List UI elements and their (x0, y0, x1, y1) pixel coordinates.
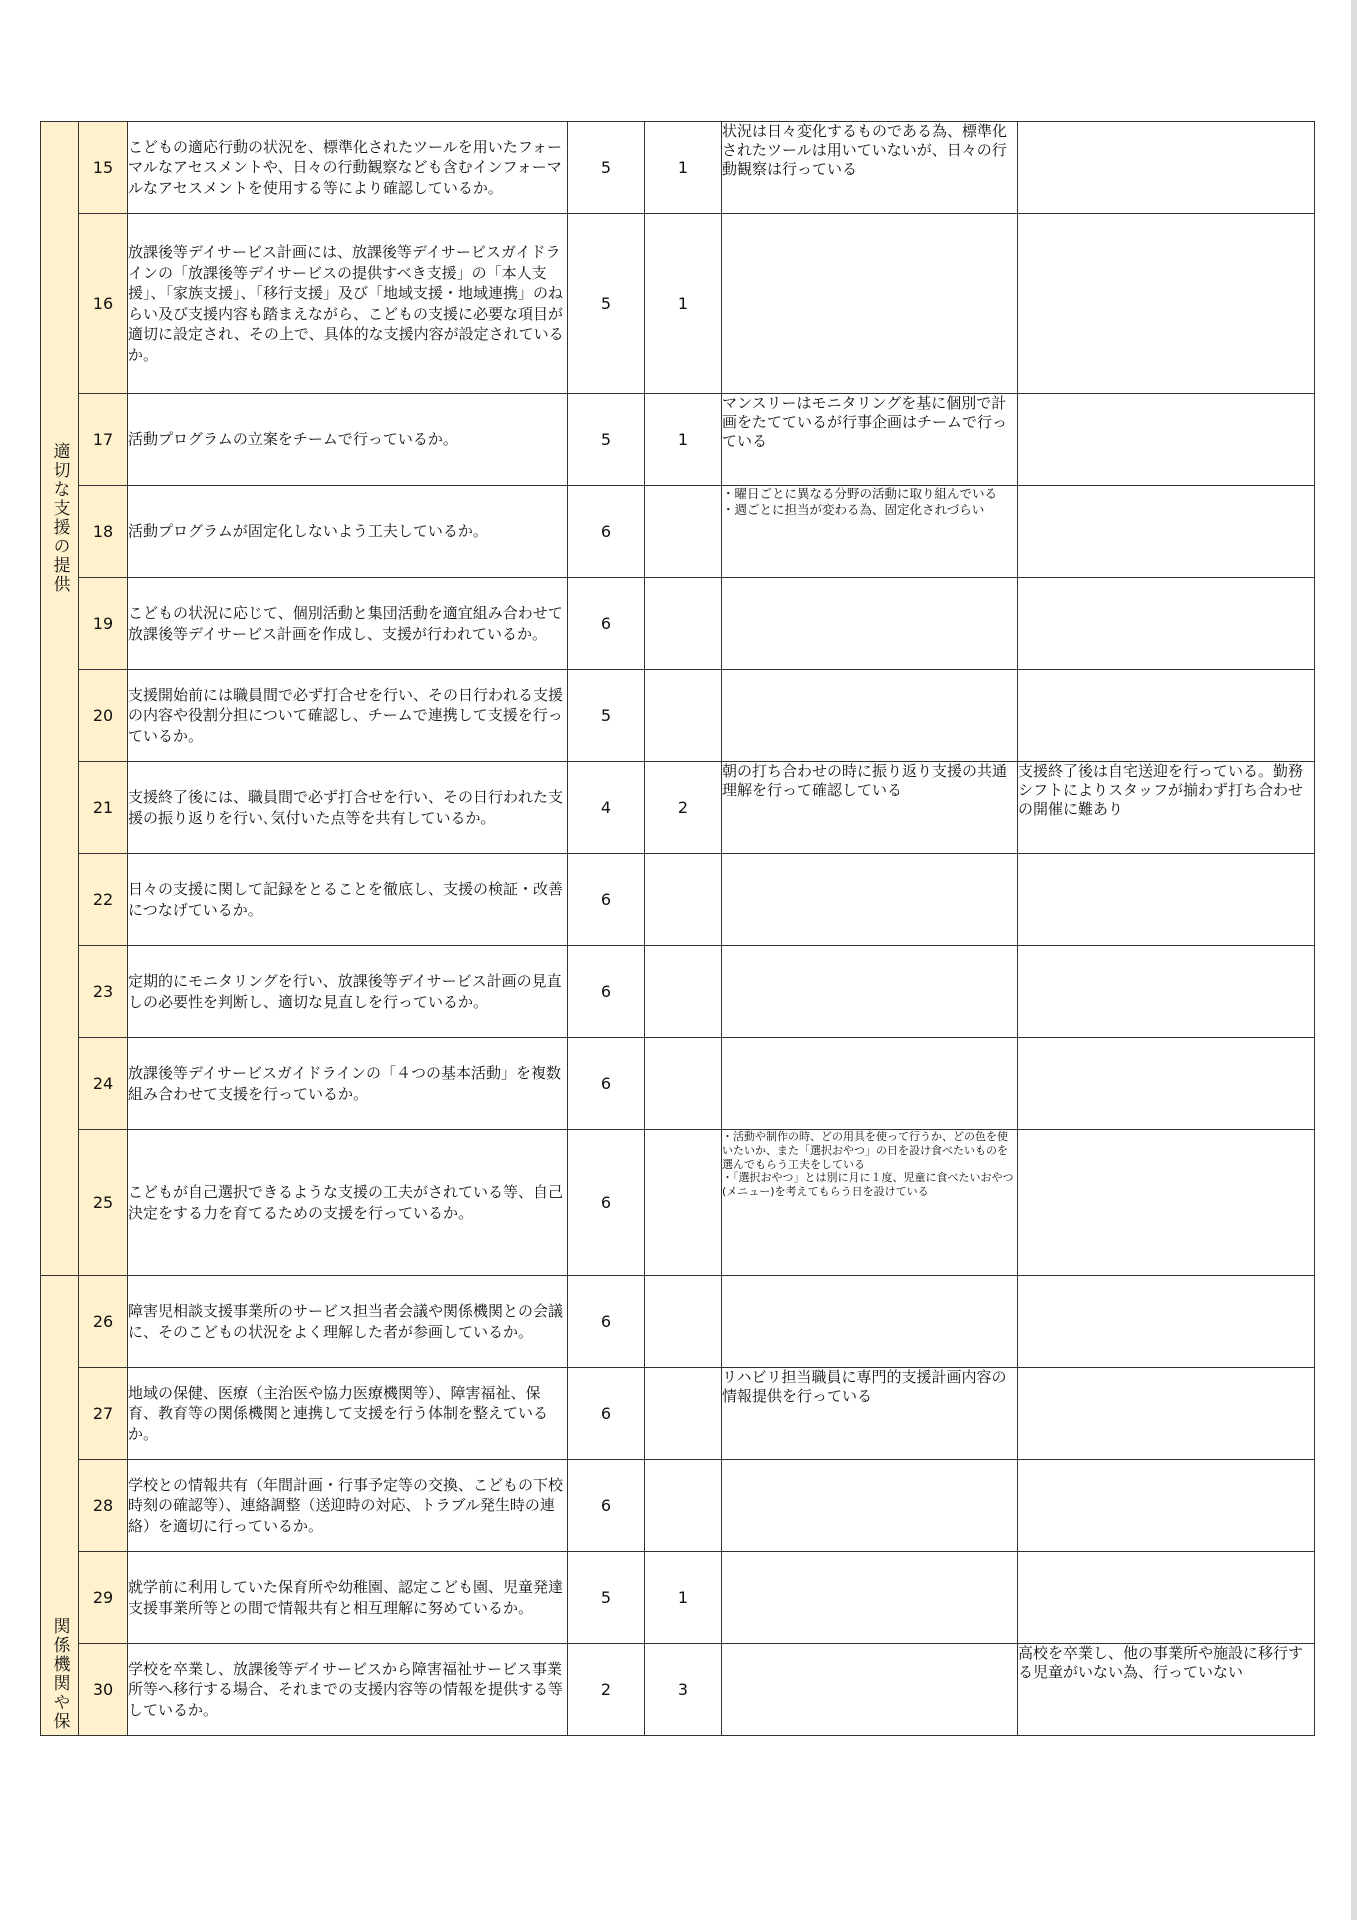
facility-comment: ・活動や制作の時、どの用具を使って行うか、どの色を使いたいか、また「選択おやつ」の日を設け食べたいものを選んでもらう工夫をしている ・「選択おやつ」とは別に月に１度、児童に食べたいおやつ(メニュー)を考えてもらう日を設けている (722, 1130, 1018, 1276)
row-number: 19 (79, 578, 128, 670)
yes-count: 6 (568, 1038, 645, 1130)
no-count (645, 670, 722, 762)
yes-count: 6 (568, 1130, 645, 1276)
table-row (41, 762, 1315, 854)
question-text: 障害児相談支援事業所のサービス担当者会議や関係機関との会議に、そのこどもの状況をよく理解した者が参画しているか。 (128, 1276, 568, 1368)
facility-comment (722, 578, 1018, 670)
question-text: 放課後等デイサービスガイドラインの「４つの基本活動」を複数組み合わせて支援を行っているか。 (128, 1038, 568, 1130)
row-number: 22 (79, 854, 128, 946)
table-row (41, 394, 1315, 486)
table-row (41, 1038, 1315, 1130)
table-row (41, 1276, 1315, 1368)
facility-comment (722, 1460, 1018, 1552)
improvement-comment (1018, 214, 1315, 394)
question-text: 地域の保健、医療（主治医や協力医療機関等）、障害福祉、保育、教育等の関係機関と連携して支援を行う体制を整えているか。 (128, 1368, 568, 1460)
no-count: 1 (645, 394, 722, 486)
question-text: 支援終了後には、職員間で必ず打合せを行い、その日行われた支援の振り返りを行い､気付いた点等を共有しているか。 (128, 762, 568, 854)
row-number: 15 (79, 122, 128, 214)
row-number: 29 (79, 1552, 128, 1644)
question-text: こどもの状況に応じて、個別活動と集団活動を適宜組み合わせて放課後等デイサービス計画を作成し、支援が行われているか。 (128, 578, 568, 670)
no-count: 1 (645, 1552, 722, 1644)
no-count: 3 (645, 1644, 722, 1736)
yes-count: 6 (568, 578, 645, 670)
category-cell (41, 122, 79, 1276)
improvement-comment (1018, 670, 1315, 762)
improvement-comment (1018, 1276, 1315, 1368)
facility-comment: リハビリ担当職員に専門的支援計画内容の情報提供を行っている (722, 1368, 1018, 1460)
row-number: 24 (79, 1038, 128, 1130)
table-row (41, 578, 1315, 670)
no-count (645, 1460, 722, 1552)
row-number: 17 (79, 394, 128, 486)
yes-count: 5 (568, 1552, 645, 1644)
improvement-comment (1018, 486, 1315, 578)
table-row (41, 946, 1315, 1038)
table-row (41, 1368, 1315, 1460)
question-text: 活動プログラムが固定化しないよう工夫しているか。 (128, 486, 568, 578)
yes-count: 4 (568, 762, 645, 854)
row-number: 18 (79, 486, 128, 578)
no-count: 1 (645, 214, 722, 394)
facility-comment: 状況は日々変化するものである為、標準化されたツールは用いていないが、日々の行動観察は行っている (722, 122, 1018, 214)
improvement-comment (1018, 122, 1315, 214)
yes-count: 5 (568, 394, 645, 486)
row-number: 23 (79, 946, 128, 1038)
facility-comment (722, 854, 1018, 946)
category-label: 適切な支援の提供 (49, 442, 70, 594)
question-text: 学校を卒業し、放課後等デイサービスから障害福祉サービス事業所等へ移行する場合、それまでの支援内容等の情報を提供する等しているか。 (128, 1644, 568, 1736)
yes-count: 6 (568, 1368, 645, 1460)
yes-count: 5 (568, 214, 645, 394)
table-row (41, 1552, 1315, 1644)
table-row (41, 214, 1315, 394)
table-row (41, 122, 1315, 214)
table-row (41, 1130, 1315, 1276)
no-count (645, 854, 722, 946)
yes-count: 6 (568, 946, 645, 1038)
question-text: 学校との情報共有（年間計画・行事予定等の交換、こどもの下校時刻の確認等）、連絡調整（送迎時の対応、トラブル発生時の連絡）を適切に行っているか。 (128, 1460, 568, 1552)
question-text: 日々の支援に関して記録をとることを徹底し、支援の検証・改善につなげているか。 (128, 854, 568, 946)
question-text: こどもの適応行動の状況を、標準化されたツールを用いたフォーマルなアセスメントや、日々の行動観察なども含むインフォーマルなアセスメントを使用する等により確認しているか。 (128, 122, 568, 214)
row-number: 26 (79, 1276, 128, 1368)
row-number: 21 (79, 762, 128, 854)
facility-comment (722, 1552, 1018, 1644)
facility-comment (722, 214, 1018, 394)
yes-count: 6 (568, 854, 645, 946)
category-cell (41, 1276, 79, 1736)
question-text: こどもが自己選択できるような支援の工夫がされている等、自己決定をする力を育てるための支援を行っているか。 (128, 1130, 568, 1276)
question-text: 放課後等デイサービス計画には、放課後等デイサービスガイドラインの「放課後等デイサービスの提供すべき支援」の「本人支援」、「家族支援」、「移行支援」及び「地域支援・地域連携」のねらい及び支援内容も踏まえながら、こどもの支援に必要な項目が適切に設定され、その上で、具体的な支援内容が設定されているか。 (128, 214, 568, 394)
no-count (645, 486, 722, 578)
row-number: 16 (79, 214, 128, 394)
facility-comment: 朝の打ち合わせの時に振り返り支援の共通理解を行って確認している (722, 762, 1018, 854)
row-number: 28 (79, 1460, 128, 1552)
table-row (41, 670, 1315, 762)
question-text: 支援開始前には職員間で必ず打合せを行い、その日行われる支援の内容や役割分担について確認し、チームで連携して支援を行っているか。 (128, 670, 568, 762)
row-number: 25 (79, 1130, 128, 1276)
facility-comment: マンスリーはモニタリングを基に個別で計画をたてているが行事企画はチームで行っている (722, 394, 1018, 486)
no-count (645, 1276, 722, 1368)
table-row (41, 1644, 1315, 1736)
improvement-comment: 高校を卒業し、他の事業所や施設に移行する児童がいない為、行っていない (1018, 1644, 1315, 1736)
yes-count: 6 (568, 1460, 645, 1552)
yes-count: 5 (568, 670, 645, 762)
table-row (41, 854, 1315, 946)
yes-count: 2 (568, 1644, 645, 1736)
no-count (645, 1130, 722, 1276)
improvement-comment (1018, 1552, 1315, 1644)
improvement-comment: 支援終了後は自宅送迎を行っている。勤務シフトによりスタッフが揃わず打ち合わせの開催に難あり (1018, 762, 1315, 854)
facility-comment (722, 670, 1018, 762)
no-count: 2 (645, 762, 722, 854)
no-count (645, 1038, 722, 1130)
facility-comment (722, 1276, 1018, 1368)
row-number: 27 (79, 1368, 128, 1460)
table-row (41, 1460, 1315, 1552)
row-number: 30 (79, 1644, 128, 1736)
yes-count: 6 (568, 1276, 645, 1368)
improvement-comment (1018, 854, 1315, 946)
facility-comment (722, 1038, 1018, 1130)
no-count: 1 (645, 122, 722, 214)
question-text: 定期的にモニタリングを行い、放課後等デイサービス計画の見直しの必要性を判断し、適切な見直しを行っているか。 (128, 946, 568, 1038)
category-label: 関係機関や保 (49, 1617, 70, 1731)
improvement-comment (1018, 394, 1315, 486)
row-number: 20 (79, 670, 128, 762)
no-count (645, 1368, 722, 1460)
improvement-comment (1018, 1460, 1315, 1552)
table-row (41, 486, 1315, 578)
facility-comment (722, 946, 1018, 1038)
page-edge-bar (1351, 0, 1357, 1920)
improvement-comment (1018, 1368, 1315, 1460)
no-count (645, 578, 722, 670)
yes-count: 5 (568, 122, 645, 214)
yes-count: 6 (568, 486, 645, 578)
no-count (645, 946, 722, 1038)
question-text: 活動プログラムの立案をチームで行っているか。 (128, 394, 568, 486)
improvement-comment (1018, 946, 1315, 1038)
facility-comment (722, 1644, 1018, 1736)
facility-comment: ・曜日ごとに異なる分野の活動に取り組んでいる ・週ごとに担当が変わる為、固定化されづらい (722, 486, 1018, 578)
improvement-comment (1018, 578, 1315, 670)
question-text: 就学前に利用していた保育所や幼稚園、認定こども園、児童発達支援事業所等との間で情報共有と相互理解に努めているか。 (128, 1552, 568, 1644)
evaluation-table (40, 121, 1315, 1736)
improvement-comment (1018, 1038, 1315, 1130)
improvement-comment (1018, 1130, 1315, 1276)
